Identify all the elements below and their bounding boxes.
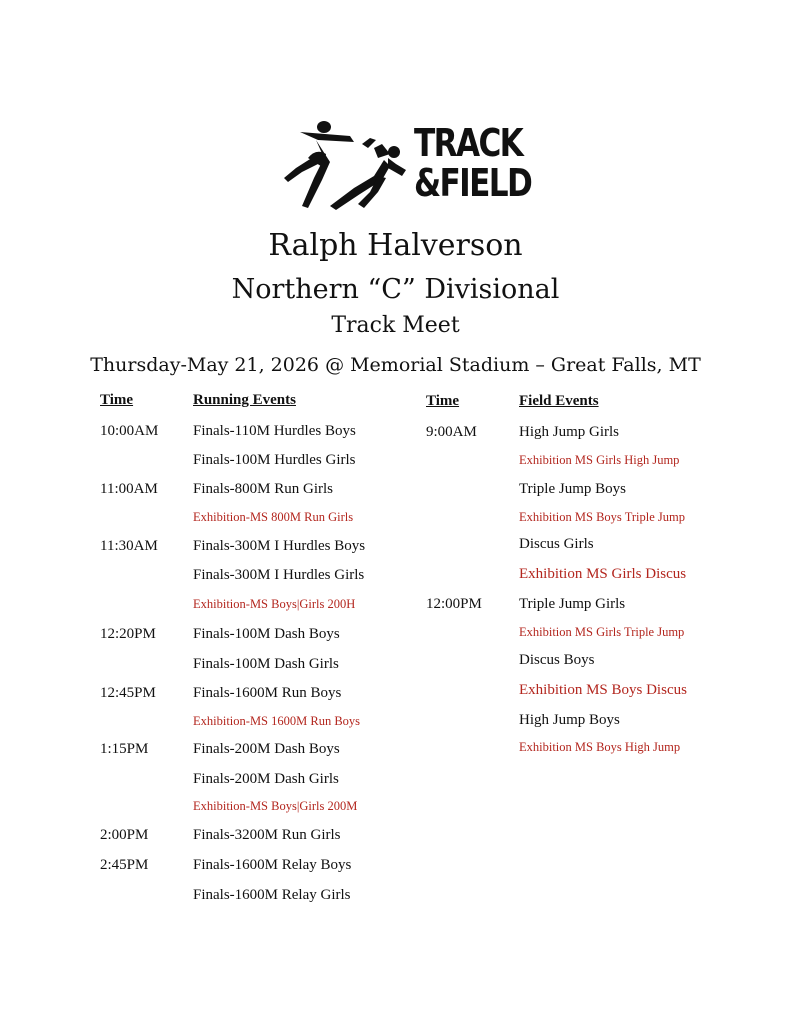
event-name: High Jump Boys bbox=[519, 712, 620, 728]
division-title: Northern “C” Divisional bbox=[231, 274, 560, 305]
event-name: Finals-100M Hurdles Girls bbox=[193, 452, 356, 468]
exhibition-event-name: Exhibition-MS Boys|Girls 200M bbox=[193, 799, 358, 813]
logo-text-field: &FIELD bbox=[414, 161, 532, 205]
date-location: Thursday-May 21, 2026 @ Memorial Stadium – Great Falls, MT bbox=[90, 354, 701, 376]
exhibition-event-name: Exhibition MS Girls Triple Jump bbox=[519, 625, 685, 639]
field-events-header: Field Events bbox=[519, 393, 599, 409]
event-name: Finals-800M Run Girls bbox=[193, 481, 334, 497]
exhibition-event-name: Exhibition-MS Boys|Girls 200H bbox=[193, 597, 356, 611]
event-name: High Jump Girls bbox=[519, 424, 620, 440]
event-name: Finals-100M Dash Girls bbox=[193, 656, 339, 672]
exhibition-event-name: Exhibition MS Boys High Jump bbox=[519, 740, 681, 754]
exhibition-event-name: Exhibition-MS 800M Run Girls bbox=[193, 510, 354, 524]
event-time: 12:20PM bbox=[100, 626, 156, 642]
event-time: 12:45PM bbox=[100, 685, 156, 701]
event-name: Finals-100M Dash Boys bbox=[193, 626, 340, 642]
field-time-header: Time bbox=[426, 393, 460, 409]
event-time: 2:00PM bbox=[100, 827, 149, 843]
event-time: 1:15PM bbox=[100, 741, 149, 757]
event-time: 10:00AM bbox=[100, 423, 159, 439]
event-name: Triple Jump Girls bbox=[519, 596, 626, 612]
event-time: 2:45PM bbox=[100, 857, 149, 873]
event-name: Discus Boys bbox=[519, 652, 595, 668]
event-name: Finals-1600M Run Boys bbox=[193, 685, 342, 701]
event-time: 11:00AM bbox=[100, 481, 158, 497]
event-time: 9:00AM bbox=[426, 424, 477, 440]
running-time-header: Time bbox=[100, 392, 134, 408]
exhibition-event-name: Exhibition MS Girls High Jump bbox=[519, 453, 680, 467]
meet-subtitle: Track Meet bbox=[331, 313, 460, 338]
exhibition-event-name: Exhibition MS Boys Discus bbox=[519, 682, 687, 698]
meet-name-title: Ralph Halverson bbox=[268, 228, 523, 263]
exhibition-event-name: Exhibition-MS 1600M Run Boys bbox=[193, 714, 361, 728]
event-name: Triple Jump Boys bbox=[519, 481, 626, 497]
running-events-header: Running Events bbox=[193, 392, 296, 408]
event-time: 12:00PM bbox=[426, 596, 482, 612]
logo-text-track: TRACK bbox=[414, 121, 523, 165]
event-name: Finals-200M Dash Girls bbox=[193, 771, 339, 787]
exhibition-event-name: Exhibition MS Girls Discus bbox=[519, 566, 687, 582]
event-name: Discus Girls bbox=[519, 536, 594, 552]
exhibition-event-name: Exhibition MS Boys Triple Jump bbox=[519, 510, 686, 524]
event-name: Finals-1600M Relay Girls bbox=[193, 887, 351, 903]
event-name: Finals-1600M Relay Boys bbox=[193, 857, 352, 873]
event-name: Finals-110M Hurdles Boys bbox=[193, 423, 356, 439]
event-name: Finals-300M I Hurdles Boys bbox=[193, 538, 366, 554]
track-field-logo bbox=[278, 118, 532, 214]
event-name: Finals-200M Dash Boys bbox=[193, 741, 340, 757]
event-time: 11:30AM bbox=[100, 538, 158, 554]
runners-icon bbox=[278, 118, 410, 214]
event-name: Finals-3200M Run Girls bbox=[193, 827, 341, 843]
event-name: Finals-300M I Hurdles Girls bbox=[193, 567, 365, 583]
